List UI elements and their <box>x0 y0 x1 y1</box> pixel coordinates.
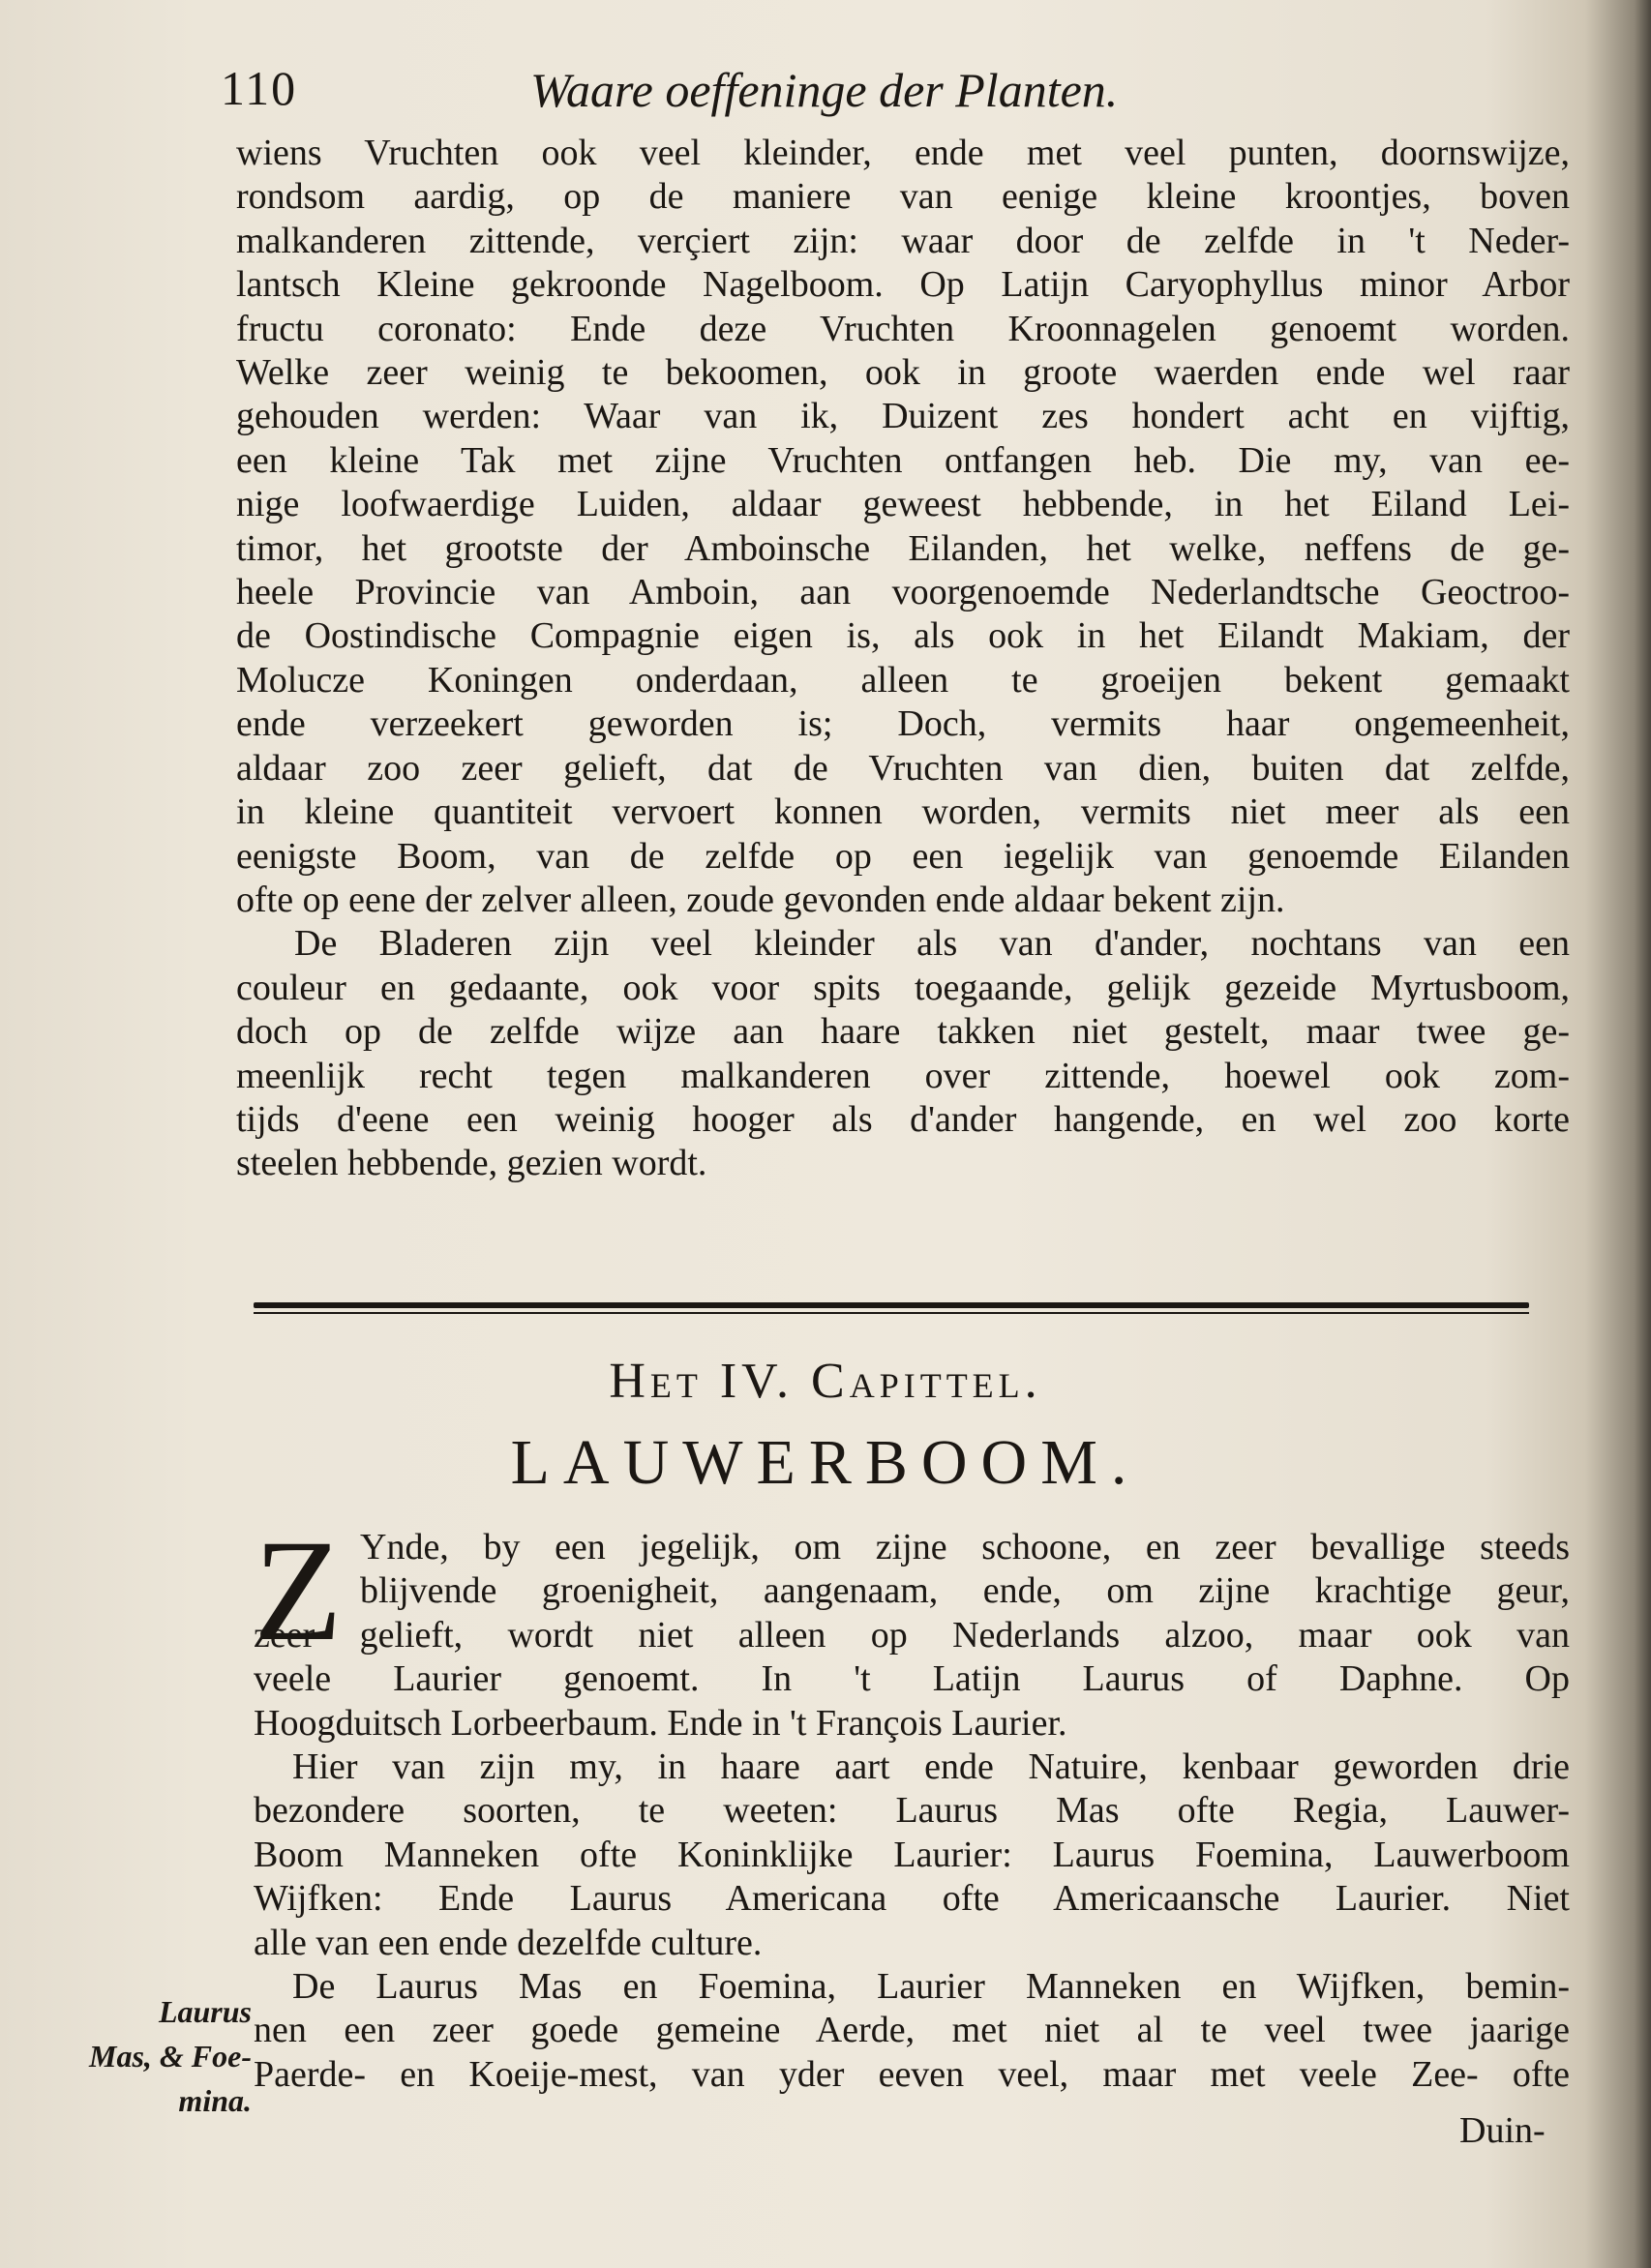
text-line: zeer gelieft, wordt niet alleen op Nederlands alzoo, maar ook van <box>254 1614 1570 1656</box>
margin-note-line: Laurus <box>158 1994 252 2029</box>
text-line: timor, het grootste der Amboinsche Eilanden, het welke, neffens de ge- <box>236 527 1570 569</box>
text-line: doch op de zelfde wijze aan haare takken niet gestelt, maar twee ge- <box>236 1011 1570 1053</box>
text-line: lantsch Kleine gekroonde Nagelboom. Op Latijn Caryophyllus minor Arbor <box>236 264 1570 306</box>
text-line: ende verzeekert geworden is; Doch, vermits haar ongemeenheit, <box>236 703 1570 745</box>
page-number: 110 <box>221 61 298 115</box>
text-line: De Laurus Mas en Foemina, Laurier Manneken en Wijfken, bemin- <box>292 1966 1570 2008</box>
text-line: De Bladeren zijn veel kleinder als van d'ander, nochtans van een <box>294 923 1570 965</box>
text-line: meenlijk recht tegen malkanderen over zittende, hoewel ook zom- <box>236 1055 1570 1096</box>
text-line: couleur en gedaante, ook voor spits toegaande, gelijk gezeide Myrtusboom, <box>236 967 1570 1008</box>
margin-note-line: Mas, & Foe- <box>89 2039 252 2074</box>
text-block-1 <box>236 132 1570 1186</box>
text-line: fructu coronato: Ende deze Vruchten Kroonnagelen genoemt worden. <box>236 308 1570 349</box>
text-line: de Oostindische Compagnie eigen is, als ook in het Eilandt Makiam, der <box>236 615 1570 657</box>
text-line: tijds d'eene een weinig hooger als d'ander hangende, en wel zoo korte <box>236 1098 1570 1140</box>
text-line: nige loofwaerdige Luiden, aldaar geweest hebbende, in het Eiland Lei- <box>236 484 1570 525</box>
text-line: in kleine quantiteit vervoert konnen worden, vermits niet meer als een <box>236 791 1570 833</box>
running-title: Waare oeffeninge der Planten. <box>530 63 1119 117</box>
margin-note <box>58 1989 252 2123</box>
section-divider <box>254 1302 1529 1308</box>
text-line: een kleine Tak met zijne Vruchten ontfangen heb. Die my, van ee- <box>236 439 1570 481</box>
text-line: blijvende groenigheit, aangenaam, ende, om zijne krachtige geur, <box>360 1570 1570 1612</box>
chapter-title: LAUWERBOOM. <box>510 1427 1141 1498</box>
text-line: steelen hebbende, gezien wordt. <box>236 1143 707 1184</box>
text-line: eenigste Boom, van de zelfde op een iegelijk van genoemde Eilanden <box>236 835 1570 877</box>
text-line: Wijfken: Ende Laurus Americana ofte Americaansche Laurier. Niet <box>254 1878 1570 1920</box>
drop-cap: Z <box>254 1510 343 1671</box>
text-line: ofte op eene der zelver alleen, zoude gevonden ende aldaar bekent zijn. <box>236 879 1285 920</box>
text-line: Welke zeer weinig te bekoomen, ook in groote waerden ende wel raar <box>236 352 1570 394</box>
text-line: Hoogduitsch Lorbeerbaum. Ende in 't François Laurier. <box>254 1702 1067 1744</box>
text-line: Ynde, by een jegelijk, om zijne schoone, en zeer bevallige steeds <box>360 1527 1570 1567</box>
catchword: Duin- <box>1459 2110 1546 2151</box>
section-divider-thin <box>254 1312 1529 1314</box>
text-line: rondsom aardig, op de maniere van eenige kleine kroontjes, boven <box>236 176 1570 218</box>
text-line: Boom Manneken ofte Koninklijke Laurier: Laurus Foemina, Lauwerboom <box>254 1834 1570 1875</box>
text-line: veele Laurier genoemt. In 't Latijn Laurus of Daphne. Op <box>254 1658 1570 1700</box>
text-line: Molucze Koningen onderdaan, alleen te groeijen bekent gemaakt <box>236 659 1570 701</box>
chapter-heading: Het IV. Capittel. <box>609 1354 1042 1409</box>
text-line: malkanderen zittende, verçiert zijn: waar door de zelfde in 't Neder- <box>236 220 1570 261</box>
text-line: wiens Vruchten ook veel kleinder, ende met veel punten, doornswijze, <box>236 133 1570 173</box>
page-header <box>221 60 1285 128</box>
text-line: Hier van zijn my, in haare aart ende Natuire, kenbaar geworden drie <box>292 1746 1570 1788</box>
text-line: alle van een ende dezelfde culture. <box>254 1922 763 1963</box>
margin-note-line: mina. <box>178 2083 252 2118</box>
text-line: heele Provincie van Amboin, aan voorgenoemde Nederlandtsche Geoctroo- <box>236 572 1570 613</box>
text-line: bezondere soorten, te weeten: Laurus Mas ofte Regia, Lauwer- <box>254 1790 1570 1832</box>
text-block-2 <box>254 1526 1570 2097</box>
text-line: aldaar zoo zeer gelieft, dat de Vruchten van dien, buiten dat zelfde, <box>236 747 1570 789</box>
text-line: Paerde- en Koeije-mest, van yder eeven veel, maar met veele Zee- ofte <box>254 2053 1570 2095</box>
text-line: nen een zeer goede gemeine Aerde, met niet al te veel twee jaarige <box>254 2010 1570 2051</box>
text-line: gehouden werden: Waar van ik, Duizent zes hondert acht en vijftig, <box>236 396 1570 437</box>
